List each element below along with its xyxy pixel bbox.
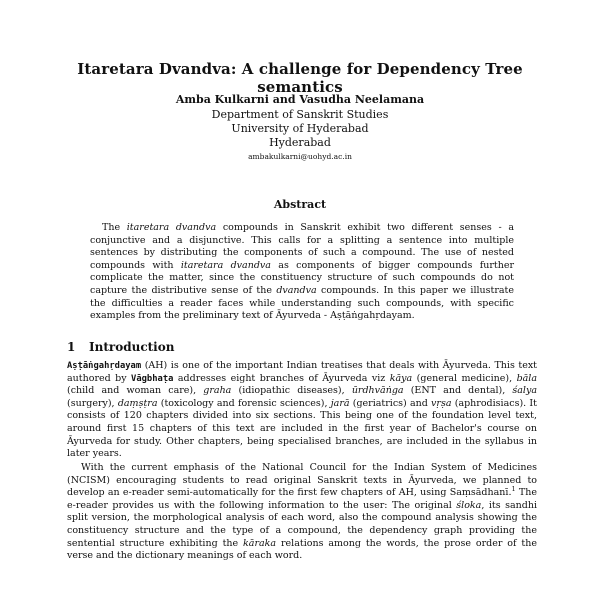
section-number: 1 xyxy=(67,340,76,354)
intro-paragraph-1: Aṣṭāṅgahṛdayam (AH) is one of the important Indian treatises that deals with Āyurveda. This text authored by Vāgbhaṭa addresses eight branches of Āyurveda viz kāya (general medicine), bāla (child and woman care), graha (idiopathic diseases), ūrdhvāṅga (ENT and dental), śalya (surgery), daṃṣṭra (toxicology and forensic sciences), jarā (geriatrics) and vṛṣa (aphrodisiacs). It consists of 120 chapters divided into six sections. This being one of the foundation level text, around first 15 chapters of this text are included in the first year of Bachelor's course on Āyurveda for study. Other chapters, being specialised branches, are included in the syllabus in later years. xyxy=(67,360,538,460)
affiliation-university: University of Hyderabad xyxy=(231,122,369,135)
affiliation-department: Department of Sanskrit Studies xyxy=(211,108,389,121)
paper-title: Itaretara Dvandva: A challenge for Dependency Tree semantics xyxy=(77,60,523,96)
author-email: ambakulkarni@uohyd.ac.in xyxy=(248,152,352,161)
abstract-body: The itaretara dvandva compounds in Sanskrit exhibit two different senses - a conjunctive and a disjunctive. This calls for a splitting a sentence into multiple sentences by distributing the components of such a compound. The use of nested compounds with itaretara dvandva as components of bigger compounds further complicate the matter, since the constituency structure of such compounds do not capture the distributive sense of the dvandva compounds. In this paper we illustrate the difficulties a reader faces while understanding such compounds, with specific examples from the preliminary text of Āyurveda - Aṣṭāṅgahṛdayam. xyxy=(90,222,514,322)
intro-paragraph-2: With the current emphasis of the National Council for the Indian System of Medicines (NCISM) encouraging students to read original Sanskrit texts in Āyurveda, we planned to develop an e-reader semi-automatically for the first few chapters of AH, using Saṃsādhanī.$^1$ The e-reader provides us with the following information to the user: The original śloka, its sandhi split version, the morphological analysis of each word, also the compound analysis showing the constituency structure and the type of a compound, the dependency graph providing the sentential structure exhibiting the kāraka relations among the words, the prose order of the verse and the dictionary meanings of each word. xyxy=(67,462,537,562)
section-title: Introduction xyxy=(89,340,175,354)
affiliation-city: Hyderabad xyxy=(269,136,331,149)
authors: Amba Kulkarni and Vasudha Neelamana xyxy=(175,93,425,106)
section-heading-introduction xyxy=(67,340,174,354)
footnote-marker: 1 xyxy=(511,485,516,494)
abstract-heading: Abstract xyxy=(273,198,327,211)
